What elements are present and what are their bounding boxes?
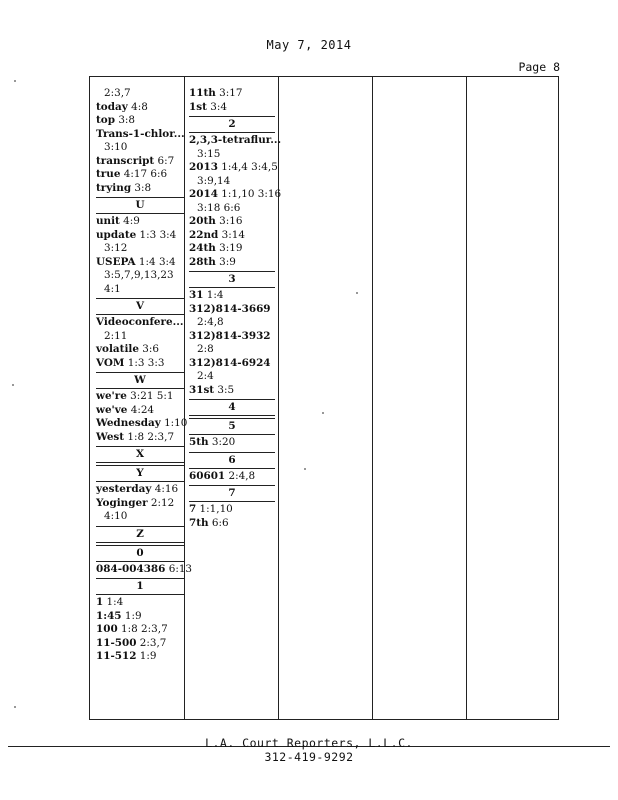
word-index-table — [89, 76, 559, 720]
index-entry — [189, 161, 278, 175]
index-entry — [96, 562, 193, 577]
index-entry — [96, 215, 184, 229]
index-section-header: 4 — [189, 399, 275, 416]
index-entry — [96, 623, 184, 637]
index-entry — [96, 182, 184, 196]
index-page-refs: 4:9 — [123, 215, 140, 227]
index-section-header: 1 — [96, 578, 184, 595]
index-page-refs: 3:21 5:1 — [130, 390, 174, 402]
index-page-refs: 1:3 3:4 — [139, 228, 177, 241]
index-entry — [96, 637, 184, 651]
scan-speck — [356, 292, 358, 294]
index-term: true — [96, 168, 121, 180]
index-term: volatile — [96, 343, 139, 355]
index-page-refs: 1:4 — [106, 596, 124, 608]
index-entry — [96, 596, 184, 610]
index-page-refs: 3:9 — [219, 255, 236, 268]
index-page-refs: 4:1 — [104, 282, 121, 295]
index-section-header: 3 — [189, 271, 275, 288]
index-term: 31 — [189, 289, 204, 301]
index-entry — [189, 148, 275, 162]
index-entry — [189, 188, 282, 202]
index-term: 2013 — [189, 161, 218, 173]
index-entry — [189, 256, 275, 270]
index-entry — [96, 269, 184, 283]
index-term: 28th — [189, 255, 216, 268]
index-entry — [96, 343, 184, 357]
index-page-refs: 1:8 2:3,7 — [127, 430, 175, 443]
index-entry — [189, 384, 275, 398]
footer-company: L.A. Court Reporters, L.L.C. — [205, 736, 413, 750]
index-section-header: 5 — [189, 418, 275, 435]
index-term: 5th — [189, 436, 209, 448]
index-entry — [96, 650, 184, 664]
index-page-refs: 3:10 — [104, 141, 128, 153]
index-page-refs: 4:16 — [154, 483, 179, 495]
index-term: USEPA — [96, 255, 136, 268]
index-entry — [189, 202, 275, 216]
scan-speck — [14, 80, 16, 82]
header-date: May 7, 2014 — [266, 38, 352, 52]
index-term: 312)814-3669 — [189, 302, 271, 315]
index-term: 60601 — [189, 469, 226, 482]
index-term: 11-500 — [96, 636, 137, 649]
index-entry — [189, 503, 275, 517]
index-page-refs: 1:9 — [124, 609, 142, 622]
index-term: 20th — [189, 215, 216, 227]
index-entry — [96, 128, 184, 142]
index-entry — [189, 303, 275, 317]
index-entry — [96, 316, 184, 330]
index-section-header: 7 — [189, 485, 275, 502]
index-page-refs: 2:4,8 — [228, 469, 256, 482]
index-term: VOM — [96, 356, 125, 369]
index-page-refs: 3:14 — [221, 228, 245, 241]
index-entry — [189, 517, 275, 531]
index-section-header: X — [96, 446, 184, 463]
index-entry — [96, 229, 184, 243]
index-entry — [189, 370, 275, 384]
index-term: 312)814-3932 — [189, 329, 271, 342]
index-term: transcript — [96, 154, 155, 167]
index-page-refs: 6:13 — [168, 562, 193, 575]
index-page-refs: 2:11 — [104, 329, 128, 342]
scan-speck — [322, 412, 324, 414]
index-page-refs: 6:6 — [211, 516, 229, 529]
index-page-refs: 1:3 3:3 — [127, 356, 165, 369]
index-section-header: 0 — [96, 545, 184, 562]
index-term: 1 — [96, 596, 104, 608]
index-page-refs: 1:10 — [164, 417, 188, 429]
index-entry — [96, 610, 184, 624]
index-page-refs: 3:6 — [142, 343, 159, 355]
index-term: 7 — [189, 503, 197, 515]
index-term: trying — [96, 181, 132, 194]
index-term: 312)814-6924 — [189, 356, 271, 369]
index-term: unit — [96, 215, 120, 227]
index-term: 7th — [189, 516, 209, 529]
index-page-refs: 6:7 — [157, 154, 175, 167]
index-entry — [96, 101, 184, 115]
index-term: West — [96, 430, 125, 443]
index-column-2 — [189, 87, 282, 530]
index-entry — [96, 330, 184, 344]
page-number: Page 8 — [518, 60, 560, 74]
index-term: 22nd — [189, 228, 219, 241]
index-term: yesterday — [96, 483, 152, 495]
index-column-1 — [96, 87, 193, 664]
index-section-header: Z — [96, 526, 184, 543]
index-page-refs: 3:5,7,9,13,23 — [104, 269, 174, 281]
index-term: 11-512 — [96, 650, 137, 662]
index-entry — [189, 215, 275, 229]
index-term: 11th — [189, 87, 216, 99]
scan-speck — [14, 706, 16, 708]
index-page-refs: 2:12 — [150, 496, 175, 509]
index-page-refs: 1:9 — [139, 650, 157, 662]
index-page-refs: 2:3,7 — [104, 87, 131, 99]
index-term: top — [96, 114, 115, 126]
index-term: today — [96, 100, 128, 113]
index-entry — [96, 497, 184, 511]
index-entry — [96, 510, 184, 524]
index-term: 2014 — [189, 188, 218, 200]
index-entry — [189, 436, 275, 450]
column-divider — [466, 77, 467, 719]
index-page-refs: 2:4 — [197, 370, 214, 382]
index-entry — [96, 417, 188, 431]
index-section-header: V — [96, 298, 184, 315]
index-entry — [96, 283, 184, 297]
index-page-refs: 2:3,7 — [139, 636, 167, 649]
index-term: 1:45 — [96, 609, 122, 622]
index-term: 100 — [96, 623, 118, 635]
index-entry — [96, 114, 184, 128]
index-entry — [189, 357, 275, 371]
index-page-refs: 3:18 6:6 — [197, 201, 241, 214]
index-term: Trans-1-chlor... — [96, 127, 185, 140]
index-term: update — [96, 228, 137, 241]
index-entry — [96, 242, 184, 256]
index-entry — [189, 87, 275, 101]
index-term: Videoconfere... — [96, 316, 184, 328]
index-entry — [96, 87, 184, 101]
index-term: 2,3,3-tetraflur... — [189, 134, 282, 146]
index-term: we're — [96, 390, 127, 402]
index-entry — [96, 404, 184, 418]
index-page-refs: 3:20 — [211, 436, 236, 448]
index-term: Yoginger — [96, 496, 148, 509]
index-entry — [189, 316, 275, 330]
index-entry — [96, 168, 184, 182]
index-entry — [189, 134, 282, 148]
index-entry — [189, 101, 275, 115]
index-page-refs: 3:17 — [219, 87, 243, 99]
index-term: 31st — [189, 383, 215, 396]
index-page-refs: 3:9,14 — [197, 174, 231, 187]
column-divider — [372, 77, 373, 719]
index-entry — [96, 483, 184, 497]
column-divider — [278, 77, 279, 719]
index-entry — [96, 431, 184, 445]
scan-speck — [304, 468, 306, 470]
index-entry — [189, 242, 275, 256]
index-page-refs: 1:1,10 — [199, 503, 233, 515]
index-page-refs: 1:1,10 3:16 — [221, 188, 282, 200]
index-entry — [189, 343, 275, 357]
index-page-refs: 2:4,8 — [197, 316, 224, 328]
index-entry — [189, 470, 275, 484]
footer-phone: 312-419-9292 — [264, 750, 354, 764]
index-entry — [96, 390, 184, 404]
index-section-header: 2 — [189, 116, 275, 133]
index-term: Wednesday — [96, 417, 161, 429]
index-page-refs: 2:8 — [197, 343, 214, 355]
index-page-refs: 4:8 — [131, 100, 148, 113]
index-page-refs: 3:15 — [197, 147, 221, 160]
index-term: 084-004386 — [96, 562, 166, 575]
column-divider — [184, 77, 185, 719]
index-entry — [189, 289, 275, 303]
scan-speck — [12, 384, 14, 386]
index-page-refs: 1:4 3:4 — [138, 255, 176, 268]
index-section-header: Y — [96, 465, 184, 482]
index-page-refs: 3:16 — [219, 215, 243, 227]
index-term: we've — [96, 403, 128, 416]
index-page-refs: 3:4 — [210, 100, 227, 113]
index-page-refs: 3:19 — [219, 242, 243, 254]
index-page-refs: 1:4,4 3:4,5 — [221, 161, 278, 173]
index-entry — [189, 229, 275, 243]
index-entry — [189, 330, 275, 344]
index-entry — [96, 155, 184, 169]
index-page-refs: 3:8 — [134, 181, 152, 194]
index-entry — [96, 256, 184, 270]
index-section-header: 6 — [189, 452, 275, 469]
index-entry — [96, 141, 184, 155]
index-page-refs: 3:5 — [217, 383, 235, 396]
index-entry — [96, 357, 184, 371]
index-page-refs: 4:10 — [104, 510, 128, 522]
index-page-refs: 3:12 — [104, 242, 128, 254]
index-section-header: U — [96, 197, 184, 214]
index-section-header: W — [96, 372, 184, 389]
index-page-refs: 4:17 6:6 — [123, 168, 168, 180]
index-entry — [189, 175, 275, 189]
index-page-refs: 1:4 — [206, 289, 224, 301]
index-term: 1st — [189, 100, 207, 113]
index-term: 24th — [189, 242, 216, 254]
index-page-refs: 3:8 — [118, 114, 136, 126]
index-page-refs: 4:24 — [130, 403, 155, 416]
index-page-refs: 1:8 2:3,7 — [121, 623, 168, 635]
